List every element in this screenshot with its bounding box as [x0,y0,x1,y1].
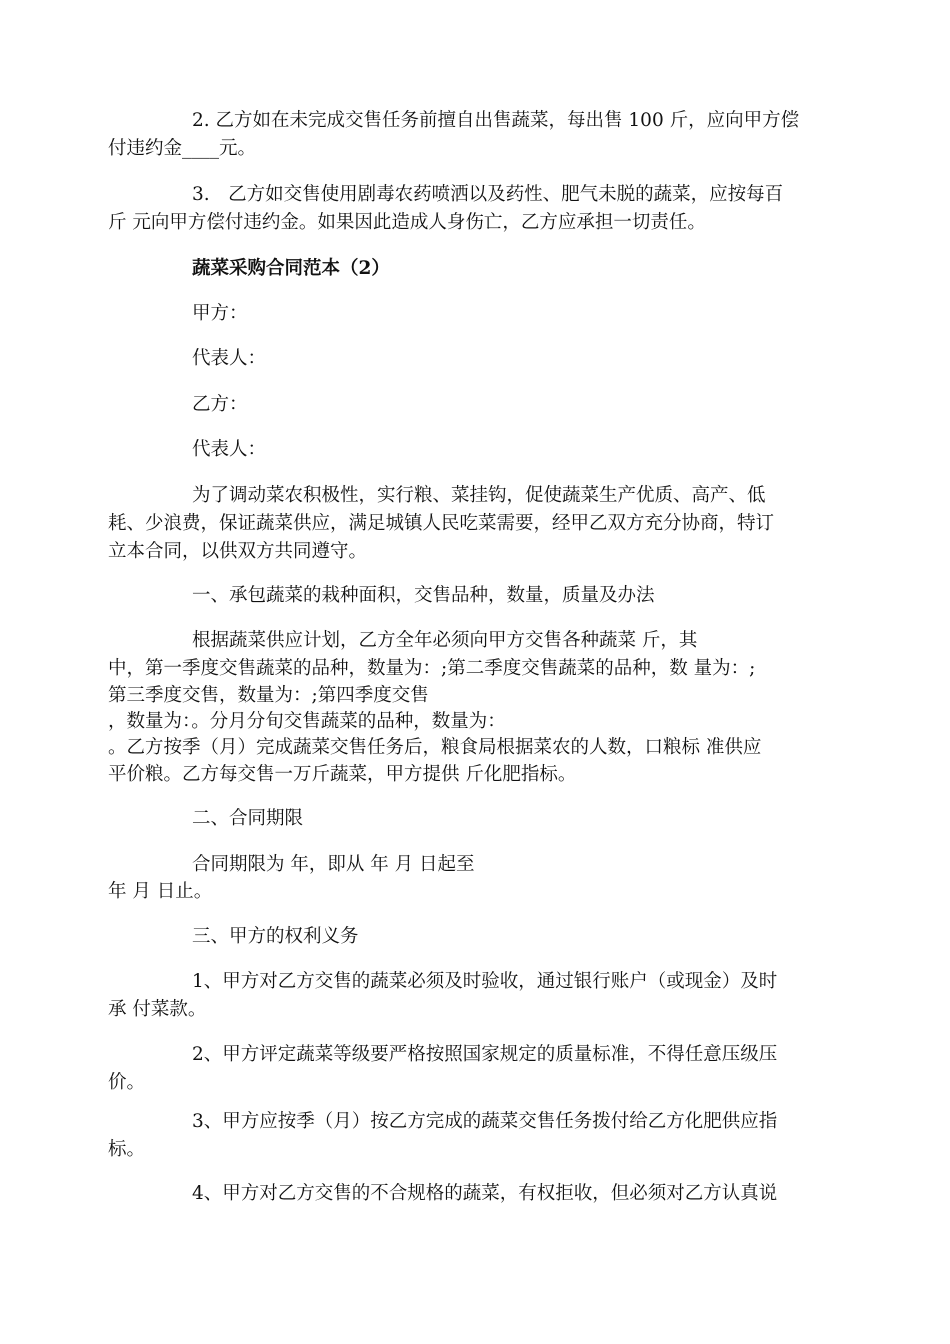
article-3-item-3-line-2: 标。 [108,1139,146,1160]
article-1-line-1: 根据蔬菜供应计划，乙方全年必须向甲方交售各种蔬菜 斤，其 [192,630,698,651]
party-a-label: 甲方： [192,303,248,324]
article-2-title: 二、合同期限 [192,808,304,829]
preamble-line-2: 耗、少浪费，保证蔬菜供应，满足城镇人民吃菜需要，经甲乙双方充分协商，特订 [108,513,775,534]
article-3-item-1-line-1: 1、甲方对乙方交售的蔬菜必须及时验收，通过银行账户（或现金）及时 [192,971,778,992]
party-b-label: 乙方： [192,394,248,415]
article-3-item-3-line-1: 3、甲方应按季（月）按乙方完成的蔬菜交售任务拨付给乙方化肥供应指 [192,1111,778,1132]
article-1-line-6: 平价粮。乙方每交售一万斤蔬菜，甲方提供 斤化肥指标。 [108,764,577,785]
article-2-line-2: 年 月 日止。 [108,881,213,902]
rep-b-label: 代表人： [192,439,267,460]
preamble-line-1: 为了调动菜农积极性，实行粮、菜挂钩，促使蔬菜生产优质、高产、低 [192,485,766,506]
article-3-item-2-line-2: 价。 [108,1072,146,1093]
article-1-line-5: 。乙方按季（月）完成蔬菜交售任务后，粮食局根据菜农的人数，口粮标 准供应 [108,737,762,758]
clause-2-line-1: 2. 乙方如在未完成交售任务前擅自出售蔬菜，每出售 100 斤，应向甲方偿 [192,110,800,131]
clause-3-line-2: 斤 元向甲方偿付违约金。如果因此造成人身伤亡，乙方应承担一切责任。 [108,212,706,233]
article-3-item-1-line-2: 承 付菜款。 [108,999,207,1020]
clause-3-line-1: 3. 乙方如交售使用剧毒农药喷洒以及药性、肥气未脱的蔬菜，应按每百 [192,184,784,205]
article-1-line-3: 第三季度交售，数量为：;第四季度交售 [108,685,429,706]
article-1-title: 一、承包蔬菜的栽种面积，交售品种，数量，质量及办法 [192,585,655,606]
article-3-item-2-line-1: 2、甲方评定蔬菜等级要严格按照国家规定的质量标准，不得任意压级压 [192,1044,778,1065]
clause-2-line-2: 付违约金____元。 [108,138,257,159]
rep-a-label: 代表人： [192,348,267,369]
article-3-item-4-line-1: 4、甲方对乙方交售的不合规格的蔬菜，有权拒收，但必须对乙方认真说 [192,1183,778,1204]
article-3-title: 三、甲方的权利义务 [192,926,359,947]
article-2-line-1: 合同期限为 年，即从 年 月 日起至 [192,854,475,875]
preamble-line-3: 立本合同，以供双方共同遵守。 [108,541,368,562]
article-1-line-4: ，数量为：。分月分旬交售蔬菜的品种，数量为： [108,711,506,732]
article-1-line-2: 中，第一季度交售蔬菜的品种，数量为：;第二季度交售蔬菜的品种，数 量为：; [108,658,756,679]
section-title: 蔬菜采购合同范本（2） [192,258,390,279]
